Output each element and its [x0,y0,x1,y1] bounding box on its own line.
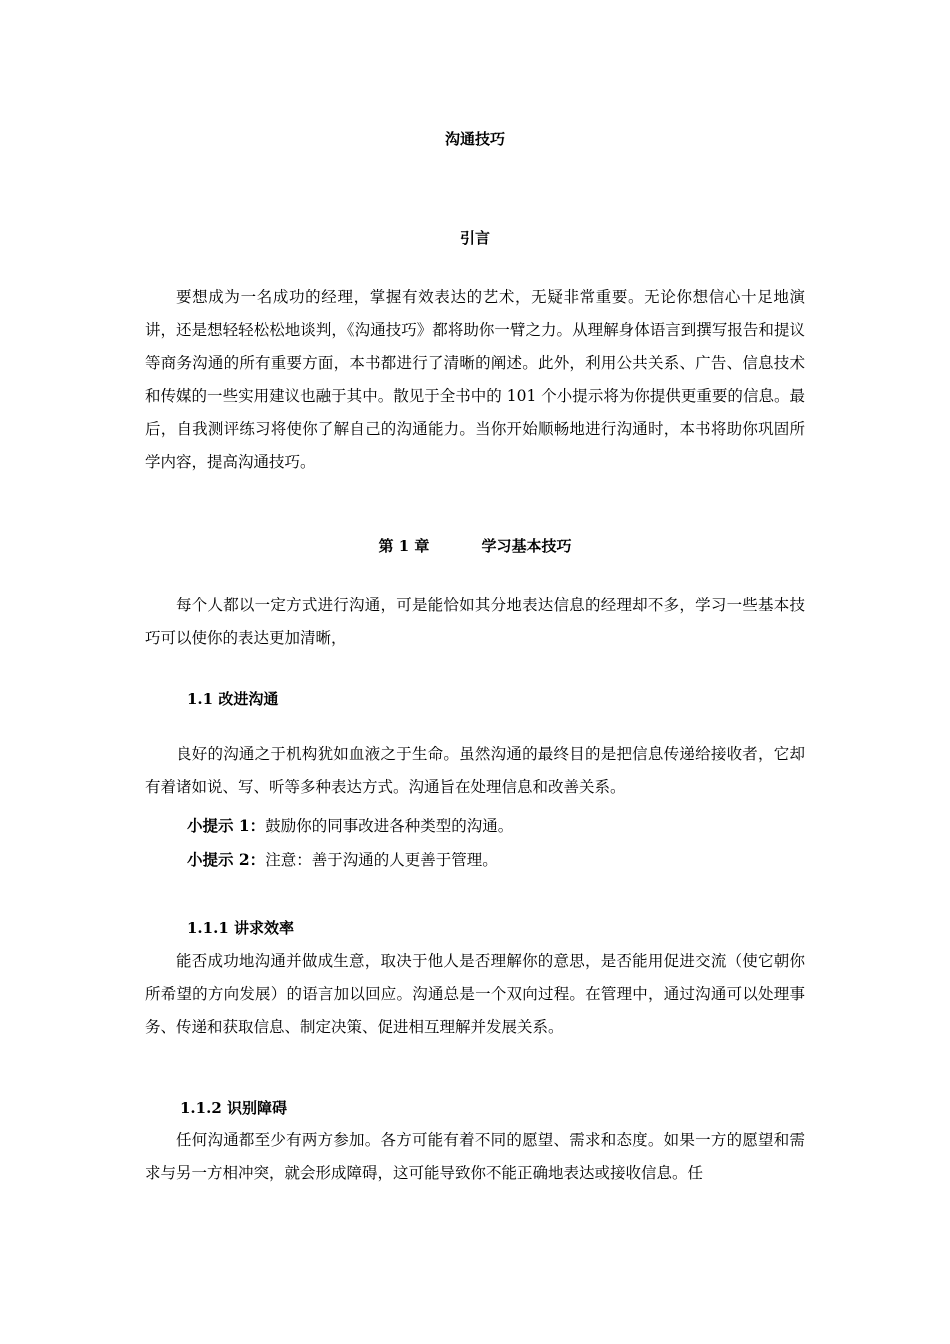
chapter-paragraph: 每个人都以一定方式进行沟通，可是能恰如其分地表达信息的经理却不多，学习一些基本技巧可以使你的表达更加清晰， [145,596,805,647]
section-1-1-1-paragraph: 能否成功地沟通并做成生意，取决于他人是否理解你的意思，是否能用促进交流（使它朝你所希望的方向发展）的语言加以回应。沟通总是一个双向过程。在管理中，通过沟通可以处理事务、传递和获取信息、制定决策、促进相互理解并发展关系。 [145,952,805,1036]
section-1-1-2-paragraph: 任何沟通都至少有两方参加。各方可能有着不同的愿望、需求和态度。如果一方的愿望和需求与另一方相冲突，就会形成障碍，这可能导致你不能正确地表达或接收信息。任 [145,1131,805,1182]
tip-1 [187,814,513,836]
chapter-number: 第 1 章 [378,537,430,555]
tip-2-label: 小提示 2： [187,850,266,869]
tip-1-label: 小提示 1： [187,816,266,835]
intro-heading: 引言 [459,229,490,247]
section-1-1-1-heading: 1.1.1 讲求效率 [187,919,294,937]
section-1-1-heading: 1.1 改进沟通 [187,690,279,708]
intro-paragraph: 要想成为一名成功的经理，掌握有效表达的艺术，无疑非常重要。无论你想信心十足地演讲，还是想轻轻松松地谈判，《沟通技巧》都将助你一臂之力。从理解身体语言到撰写报告和提议等商务沟通的所有重要方面，本书都进行了清晰的阐述。此外，利用公共关系、广告、信息技术和传媒的一些实用建议也融于其中。散见于全书中的 101 个小提示将为你提供更重要的信息。最后，自我测评练习将使你了解自己的沟通能力。当你开始顺畅地进行沟通时，本书将助你巩固所学内容，提高沟通技巧。 [145,288,805,471]
document-title: 沟通技巧 [444,130,505,148]
tip-1-text: 鼓励你的同事改进各种类型的沟通。 [265,817,514,835]
section-1-1-paragraph: 良好的沟通之于机构犹如血液之于生命。虽然沟通的最终目的是把信息传递给接收者，它却有着诸如说、写、听等多种表达方式。沟通旨在处理信息和改善关系。 [145,745,805,796]
chapter-heading [0,535,950,556]
tip-2 [187,848,498,870]
tip-2-text: 注意：善于沟通的人更善于管理。 [265,851,498,869]
section-1-1-2-heading: 1.1.2 识别障碍 [180,1099,287,1117]
chapter-title: 学习基本技巧 [481,537,572,555]
